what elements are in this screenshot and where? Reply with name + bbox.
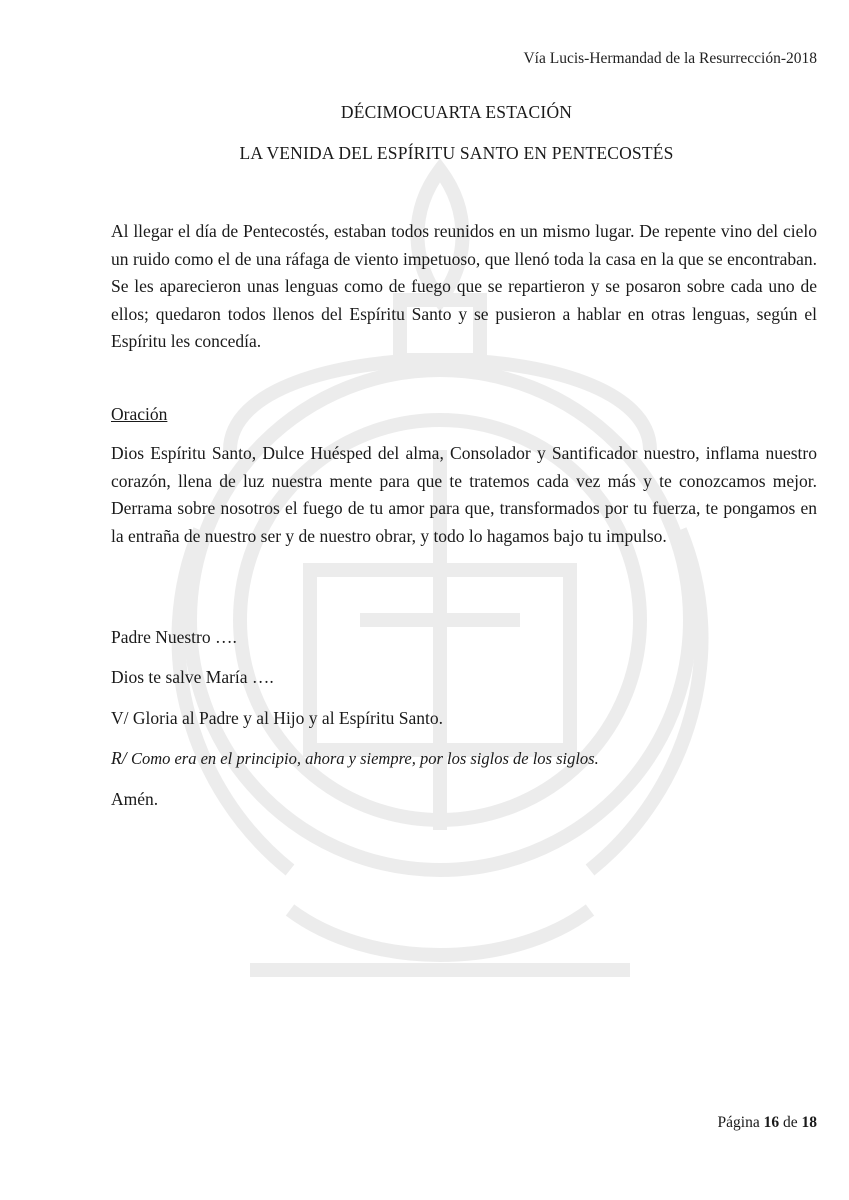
response-line bbox=[111, 748, 599, 769]
page-number: 16 bbox=[763, 1114, 780, 1131]
page-word: Página bbox=[717, 1114, 760, 1131]
total-pages: 18 bbox=[801, 1114, 817, 1131]
station-number-title: DÉCIMOCUARTA ESTACIÓN bbox=[340, 102, 573, 122]
response-marker: R/ bbox=[111, 748, 127, 768]
versicle-line: V/ Gloria al Padre y al Hijo y al Espíritu Santo. bbox=[111, 708, 443, 728]
hail-mary-line: Dios te salve María …. bbox=[111, 667, 274, 687]
prayer-heading: Oración bbox=[111, 404, 168, 424]
response-text: Como era en el principio, ahora y siempre, por los siglos de los siglos. bbox=[130, 749, 599, 768]
amen-line: Amén. bbox=[111, 789, 159, 809]
scripture-reading: Al llegar el día de Pentecostés, estaban todos reunidos en un mismo lugar. De repente vino del cielo un ruido como el de una ráfaga de viento impetuoso, que llenó toda la casa en la que se encontraban. Se les aparecieron unas lenguas como de fuego que se repartieron y se posaron sobre cada uno de ellos; quedaron todos llenos del Espíritu Santo y se pusieron a hablar en otras lenguas, según el Espíritu les concedía. bbox=[111, 221, 817, 351]
of-word: de bbox=[782, 1114, 798, 1131]
running-header: Vía Lucis-Hermandad de la Resurrección-2018 bbox=[523, 50, 817, 67]
page-footer bbox=[718, 1114, 817, 1132]
our-father-line: Padre Nuestro …. bbox=[111, 627, 237, 647]
station-subject-title: LA VENIDA DEL ESPÍRITU SANTO EN PENTECOSTÉS bbox=[239, 143, 674, 163]
prayer-text: Dios Espíritu Santo, Dulce Huésped del alma, Consolador y Santificador nuestro, inflama nuestro corazón, llena de luz nuestra mente para que te tratemos cada vez más y te conozcamos mejor. Derrama sobre nosotros el fuego de tu amor para que, transformados por tu fuerza, te pongamos en la entraña de nuestro ser y de nuestro obrar, y todo lo hagamos bajo tu impulso. bbox=[111, 443, 817, 546]
